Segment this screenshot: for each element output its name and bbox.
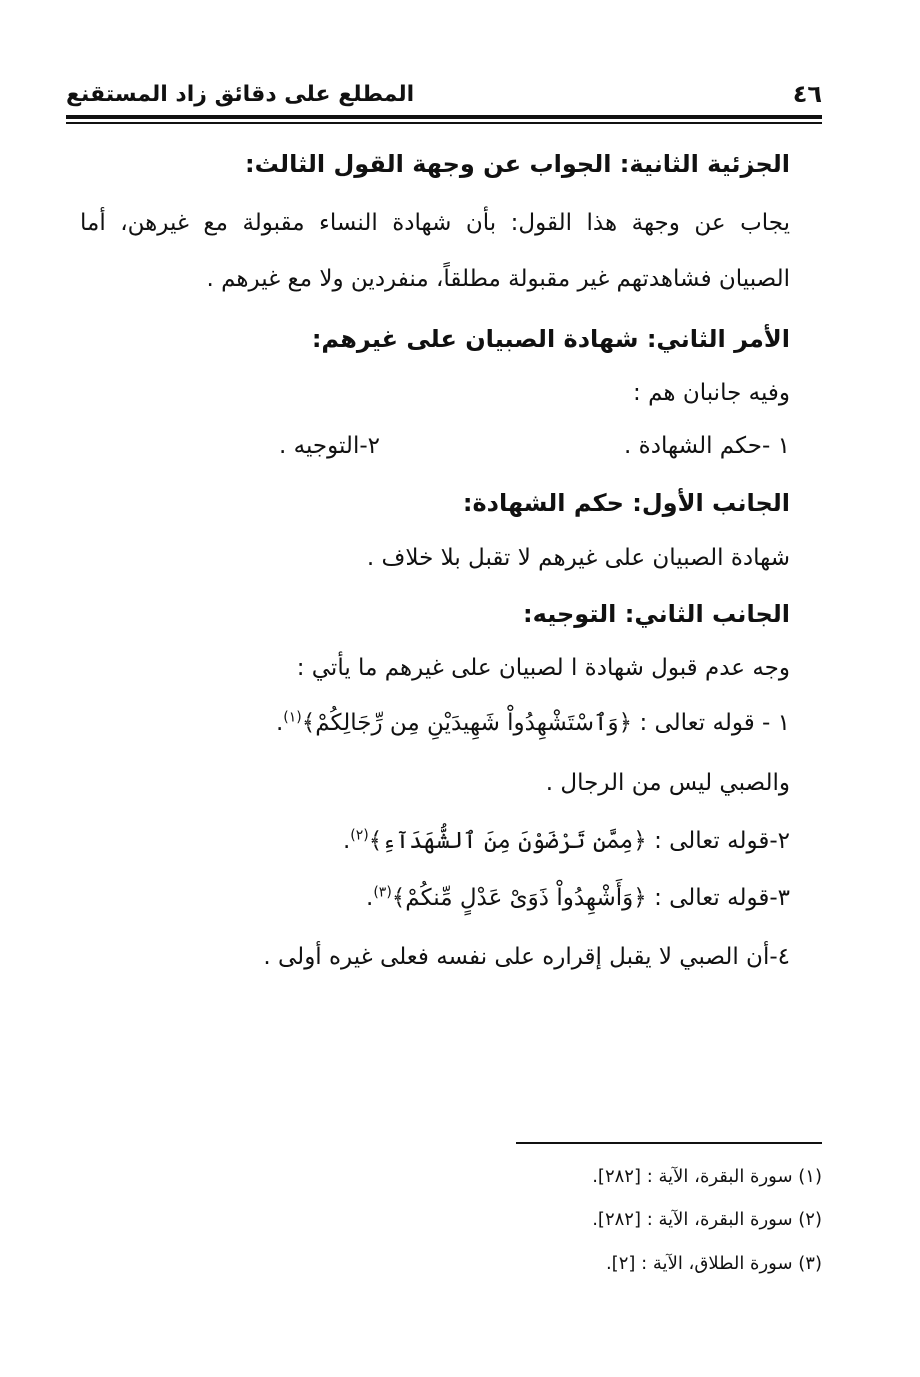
section-heading: الجانب الثاني: التوجيه:: [523, 600, 790, 628]
verse-prefix: ١ - قوله تعالى :: [639, 710, 790, 736]
paragraph-line: الصبيان فشاهدتهم غير مقبولة مطلقاً، منفردين ولا مع غيرهم .: [206, 266, 790, 292]
paragraph-line: شهادة الصبيان على غيرهم لا تقبل بلا خلاف .: [366, 545, 790, 571]
page-number: ٤٦: [792, 80, 822, 108]
section-heading: الجانب الأول: حكم الشهادة:: [462, 489, 790, 517]
quran-verse: ﴿وَأَشْهِدُواْ ذَوَىْ عَدْلٍ مِّنكُمْ﴾: [391, 885, 647, 911]
paragraph-line: وجه عدم قبول شهادة ا لصبيان على غيرهم ما يأتي :: [296, 655, 790, 681]
verse-line: [96, 710, 790, 738]
verse-prefix: ٢-قوله تعالى :: [654, 828, 790, 854]
enumeration-line: [96, 433, 790, 461]
quran-verse: ﴿مِمَّن تَرْضَوْنَ مِنَ ٱلشُّهَدَآءِ﴾: [368, 828, 647, 854]
running-title: المطلع على دقائق زاد المستقنع: [66, 82, 415, 107]
footnote-separator: [516, 1142, 822, 1144]
section-heading: الأمر الثاني: شهادة الصبيان على غيرهم:: [311, 325, 790, 353]
verse-line: [96, 828, 790, 856]
section-heading: الجزئية الثانية: الجواب عن وجهة القول الثالث:: [245, 150, 790, 178]
punctuation: .: [275, 710, 284, 736]
punctuation: .: [366, 885, 374, 911]
quran-verse: ﴿وَٱسْتَشْهِدُواْ شَهِيدَيْنِ مِن رِّجَالِكُمْ﴾: [301, 710, 633, 736]
footnote-ref: (٣): [373, 884, 392, 901]
footnote-ref: (٢): [350, 827, 369, 844]
footnote: (٢) سورة البقرة، الآية : [٢٨٢].: [592, 1209, 822, 1230]
enumeration-item: ١ -حكم الشهادة .: [624, 433, 790, 459]
footnote: (٣) سورة الطلاق، الآية : [٢].: [605, 1253, 822, 1274]
footnote: (١) سورة البقرة، الآية : [٢٨٢].: [592, 1166, 822, 1187]
punctuation: .: [342, 828, 351, 854]
verse-prefix: ٣-قوله تعالى :: [654, 885, 790, 911]
paragraph-line: يجاب عن وجهة هذا القول: بأن شهادة النساء مقبولة مع غيرهن، أما: [80, 210, 790, 236]
verse-line: [96, 885, 790, 913]
enumeration-item: ٢-التوجيه .: [279, 433, 380, 459]
paragraph-line: والصبي ليس من الرجال .: [545, 770, 790, 796]
page-header: [66, 80, 822, 114]
paragraph-line: ٤-أن الصبي لا يقبل إقراره على نفسه فعلى غيره أولى .: [263, 944, 790, 970]
paragraph-line: وفيه جانبان هم :: [633, 380, 790, 406]
header-rule-thin: [66, 122, 822, 124]
header-rule-thick: [66, 115, 822, 119]
footnote-ref: (١): [283, 709, 302, 726]
